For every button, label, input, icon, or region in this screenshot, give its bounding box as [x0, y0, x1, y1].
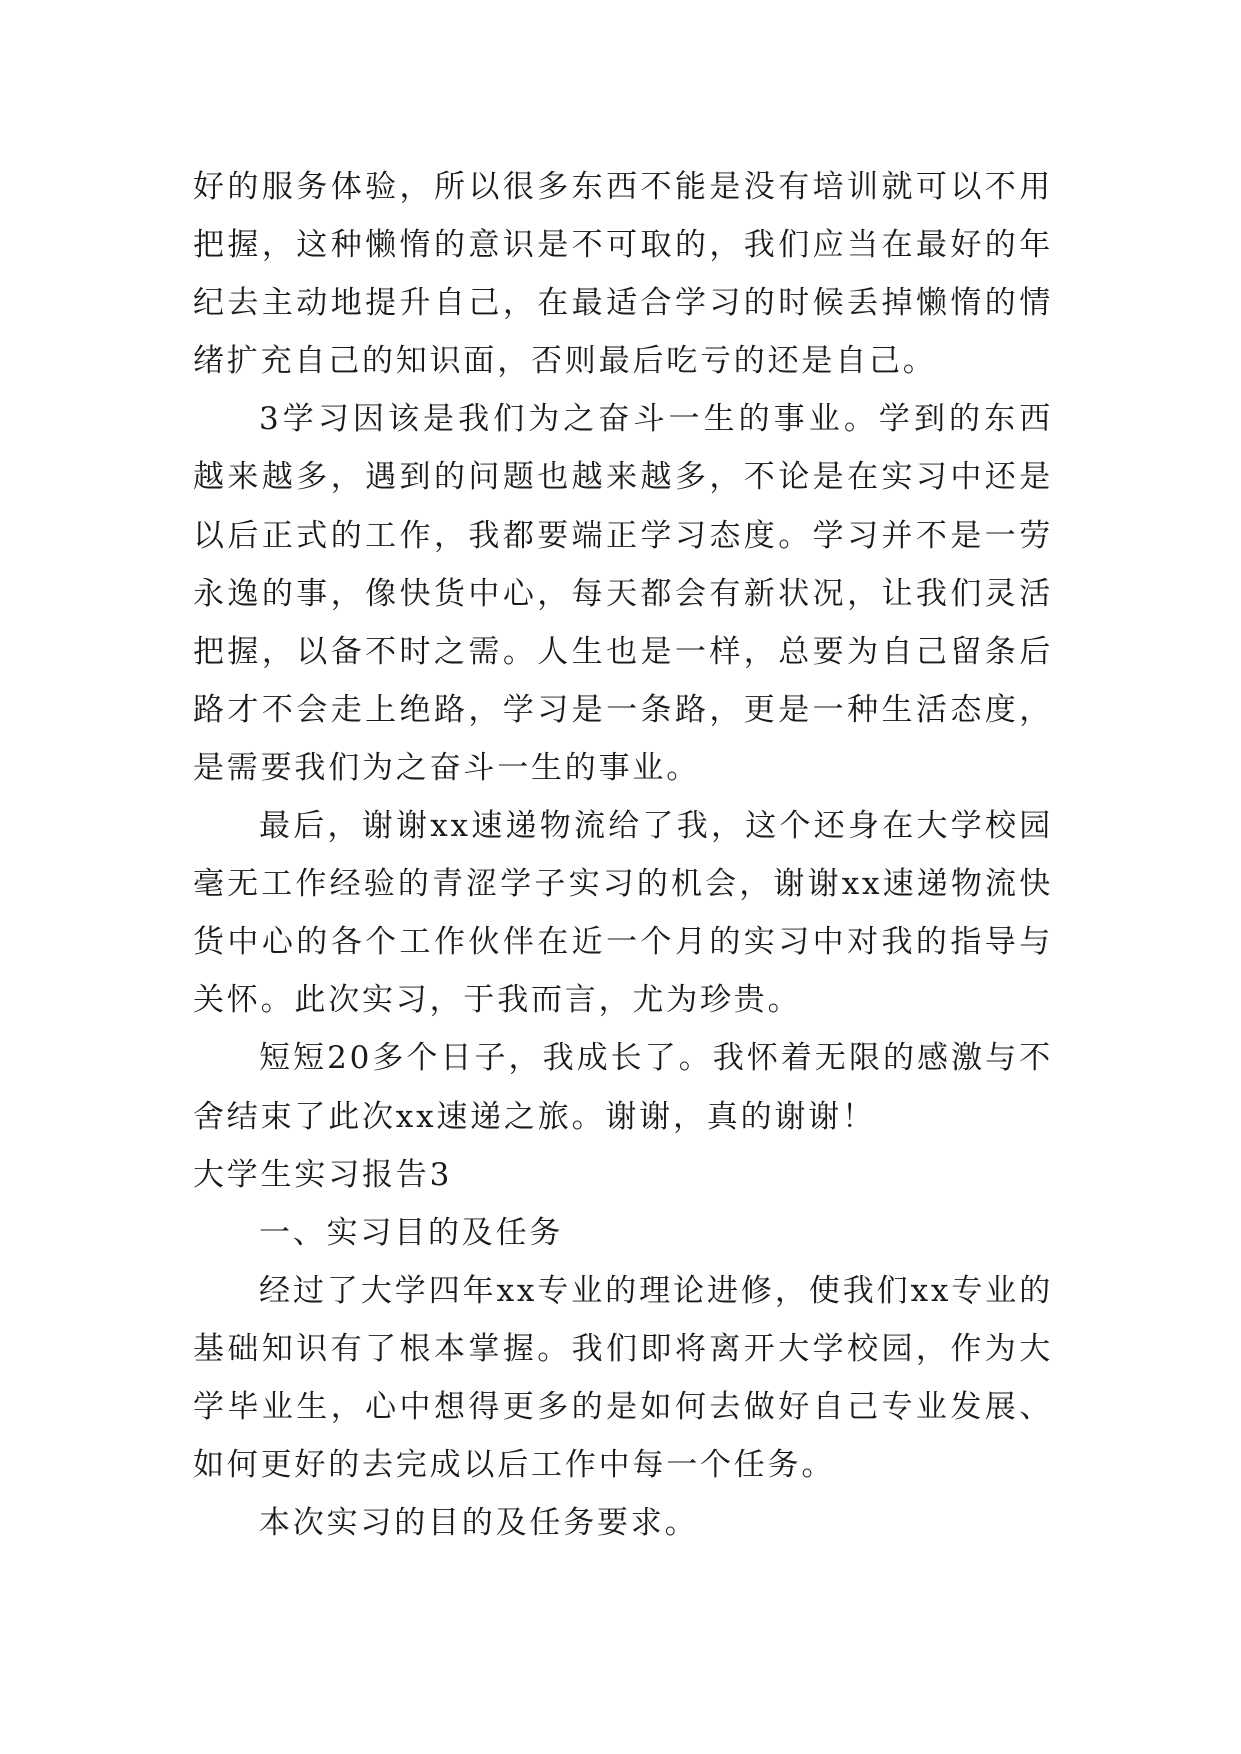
paragraph-continuation: 好的服务体验，所以很多东西不能是没有培训就可以不用把握，这种懒惰的意识是不可取的，我们应当在最好的年纪去主动地提升自己，在最适合学习的时候丢掉懒惰的情绪扩充自己的知识面，否则最后吃亏的还是自己。	[193, 169, 1053, 380]
report-title: 大学生实习报告3	[193, 1156, 453, 1193]
paragraph-closing: 短短20多个日子，我成长了。我怀着无限的感激与不舍结束了此次xx速递之旅。谢谢，真的谢谢！	[193, 1040, 1053, 1135]
section-heading-purpose: 一、实习目的及任务	[259, 1214, 564, 1251]
paragraph-thanks: 最后，谢谢xx速递物流给了我，这个还身在大学校园毫无工作经验的青涩学子实习的机会，谢谢xx速递物流快货中心的各个工作伙伴在近一个月的实习中对我的指导与关怀。此次实习，于我而言，尤为珍贵。	[193, 808, 1053, 1019]
document-body	[193, 158, 1053, 1552]
paragraph-requirements: 本次实习的目的及任务要求。	[259, 1505, 699, 1542]
paragraph-study-career: 3学习因该是我们为之奋斗一生的事业。学到的东西越来越多，遇到的问题也越来越多，不论是在实习中还是以后正式的工作，我都要端正学习态度。学习并不是一劳永逸的事，像快货中心，每天都会有新状况，让我们灵活把握，以备不时之需。人生也是一样，总要为自己留条后路才不会走上绝路，学习是一条路，更是一种生活态度，是需要我们为之奋斗一生的事业。	[193, 401, 1053, 786]
paragraph-purpose: 经过了大学四年xx专业的理论进修，使我们xx专业的基础知识有了根本掌握。我们即将离开大学校园，作为大学毕业生，心中想得更多的是如何去做好自己专业发展、如何更好的去完成以后工作中每一个任务。	[193, 1272, 1053, 1484]
